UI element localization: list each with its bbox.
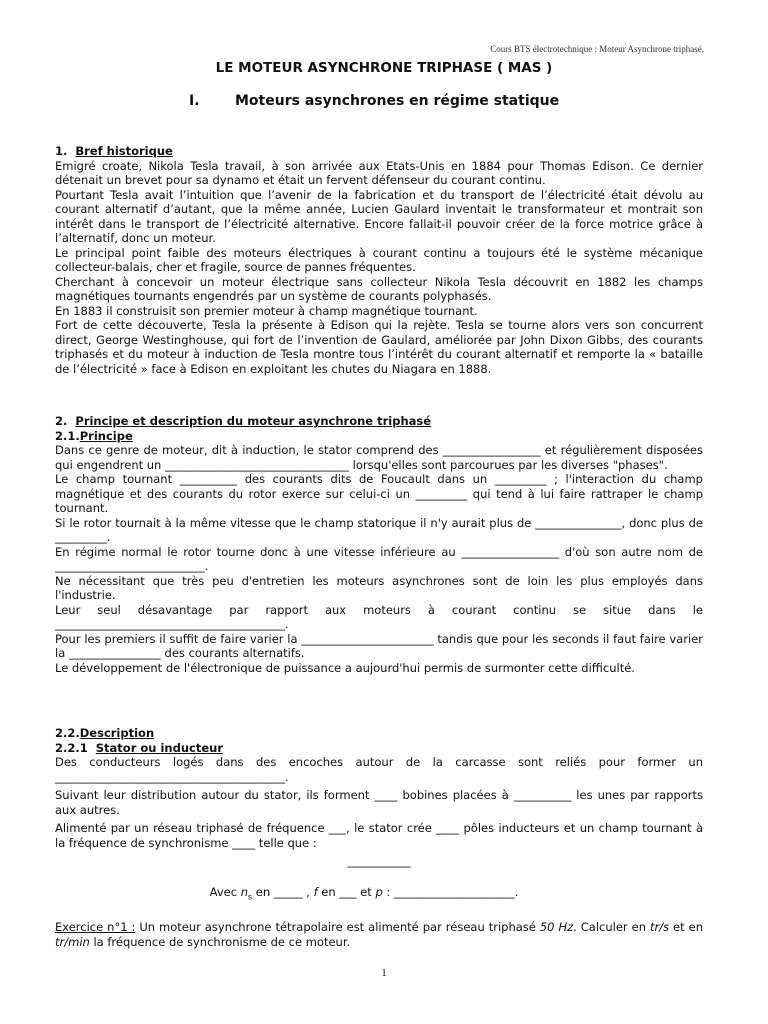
p-symbol: p — [375, 884, 383, 899]
ns-subscript: s — [247, 891, 253, 901]
principle-paragraph: Pour les premiers il suffit de faire varier la _______________________ tandis que pour les seconds il faut faire varier la ________________ des courants alternatifs. — [55, 631, 703, 660]
principle-paragraph: Le champ tournant __________ des courants dits de Foucault dans un _________ ; l'interaction du champ magnétique et des courants du rotor exerce sur celui-ci un _________ qui tend à lui faire rattraper le champ tournant. — [55, 472, 703, 515]
formula-blank: ___________ — [347, 854, 411, 868]
history-paragraph: Pourtant Tesla avait l’intuition que l’avenir de la fabrication et du transport de l’électricité était dévolu au courant alternatif d’autant, que la même année, Lucien Gaulard inventait le transformateur et montrait son intérêt dans le transport de l’électricité alternative. Encore fallait-il pouvoir créer de la force motrice grâce à l’alternatif, donc un moteur. — [55, 187, 703, 245]
exercise-unit-trmin: tr/min — [55, 934, 90, 949]
exercise-frequency: 50 Hz — [539, 920, 574, 935]
section-title-text: Moteurs asynchrones en régime statique — [235, 93, 560, 109]
avec-part3: : _____________________. — [382, 884, 519, 899]
page-number: 1 — [381, 967, 387, 979]
exercise-text: et en — [669, 920, 703, 935]
stator-heading — [55, 741, 703, 756]
section-title — [189, 93, 559, 109]
exercise-text: Un moteur asynchrone tétrapolaire est alimenté par réseau triphasé — [135, 920, 540, 935]
principle-heading-text: Principe et description du moteur asynchrone triphasé — [75, 414, 432, 428]
running-head: Cours BTS électrotechnique : Moteur Asynchrone triphasé. — [490, 44, 704, 54]
history-heading — [55, 144, 703, 159]
principle-heading — [55, 414, 703, 429]
exercise-paragraph — [55, 920, 703, 949]
exercise-unit-trs: tr/s — [649, 920, 670, 935]
description-subheading-text: Description — [79, 726, 155, 740]
document-title: LE MOTEUR ASYNCHRONE TRIPHASE ( MAS ) — [215, 60, 553, 76]
description-paragraph: Des conducteurs logés dans des encoches autour de la carcasse sont reliés pour former un ________________________________________. — [55, 755, 703, 784]
history-block — [55, 144, 703, 376]
description-block — [55, 726, 703, 949]
formula-legend — [55, 885, 703, 905]
exercise-label: Exercice n°1 : — [55, 920, 136, 935]
history-paragraph: Le principal point faible des moteurs électriques à courant continu a toujours été le système mécanique collecteur-balais, cher et fragile, source de pannes fréquentes. — [55, 245, 703, 274]
f-symbol: f — [313, 884, 318, 899]
description-subheading — [55, 726, 703, 741]
principle-paragraph: En régime normal le rotor tourne donc à une vitesse inférieure au _________________ d'où son autre nom de __________________________. — [55, 544, 703, 573]
exercise-text: la fréquence de synchronisme de ce moteur. — [89, 934, 351, 949]
principle-subheading — [55, 429, 703, 444]
exercise-text: . Calculer en — [573, 920, 650, 935]
principle-paragraph: Le développement de l'électronique de puissance a aujourd'hui permis de surmonter cette difficulté. — [55, 660, 635, 675]
principle-subheading-number: 2.1. — [55, 428, 80, 443]
principle-paragraph: Ne nécessitant que très peu d'entretien les moteurs asynchrones sont de loin les plus employés dans l'industrie. — [55, 573, 703, 602]
description-subheading-number: 2.2. — [55, 726, 80, 740]
avec-part1: en _____ , — [252, 884, 314, 899]
stator-heading-text: Stator ou inducteur — [95, 740, 223, 755]
section-number: I. — [189, 93, 200, 109]
principle-heading-number: 2. — [55, 414, 68, 428]
principle-block — [55, 414, 703, 675]
history-paragraph: Cherchant à concevoir un moteur électrique sans collecteur Nikola Tesla découvrit en 1882 les champs magnétiques tournants engendrés par un système de courants polyphasés. — [55, 274, 703, 303]
principle-paragraph: Leur seul désavantage par rapport aux moteurs à courant continu se situe dans le ________________________________________. — [55, 602, 703, 631]
history-paragraph: En 1883 il construisit son premier moteur à champ magnétique tournant. — [55, 303, 478, 318]
history-heading-number: 1. — [55, 144, 68, 158]
stator-heading-number: 2.2.1 — [55, 740, 88, 755]
principle-paragraph: Si le rotor tournait à la même vitesse que le champ statorique il n'y aurait plus de _______________, donc plus de _________. — [55, 515, 703, 544]
history-paragraph: Emigré croate, Nikola Tesla travail, à son arrivée aux Etats-Unis en 1884 pour Thomas Edison. Ce dernier détenait un brevet pour sa dynamo et était un fervent défenseur du courant continu. — [55, 158, 703, 187]
principle-paragraph: Dans ce genre de moteur, dit à induction, le stator comprend des _________________ et régulièrement disposées qui engendrent un ________________________________ lorsqu'elles sont parcourues par les diverses "phases". — [55, 443, 703, 472]
avec-part2: en ___ et — [317, 884, 376, 899]
principle-subheading-text: Principe — [79, 428, 133, 443]
description-paragraph: Alimenté par un réseau triphasé de fréquence ___, le stator crée ____ pôles inducteurs et un champ tournant à la fréquence de synchronisme ____ telle que : — [55, 821, 703, 850]
ns-symbol: n — [240, 884, 248, 899]
avec-prefix: Avec — [209, 884, 241, 899]
description-paragraph: Suivant leur distribution autour du stator, ils forment ____ bobines placées à __________ les unes par rapports aux autres. — [55, 788, 703, 817]
history-paragraph: Fort de cette découverte, Tesla la présente à Edison qui la rejète. Tesla se tourne alors vers son concurrent direct, George Westinghouse, qui fort de l’invention de Gaulard, améliorée par John Dixon Gibbs, des courants triphasés et du moteur à induction de Tesla montre tous l’intérêt du courant alternatif et remporte la « bataille de l’électricité » face à Edison en exploitant les chutes du Niagara en 1888. — [55, 318, 703, 376]
history-heading-text: Bref historique — [75, 144, 173, 158]
